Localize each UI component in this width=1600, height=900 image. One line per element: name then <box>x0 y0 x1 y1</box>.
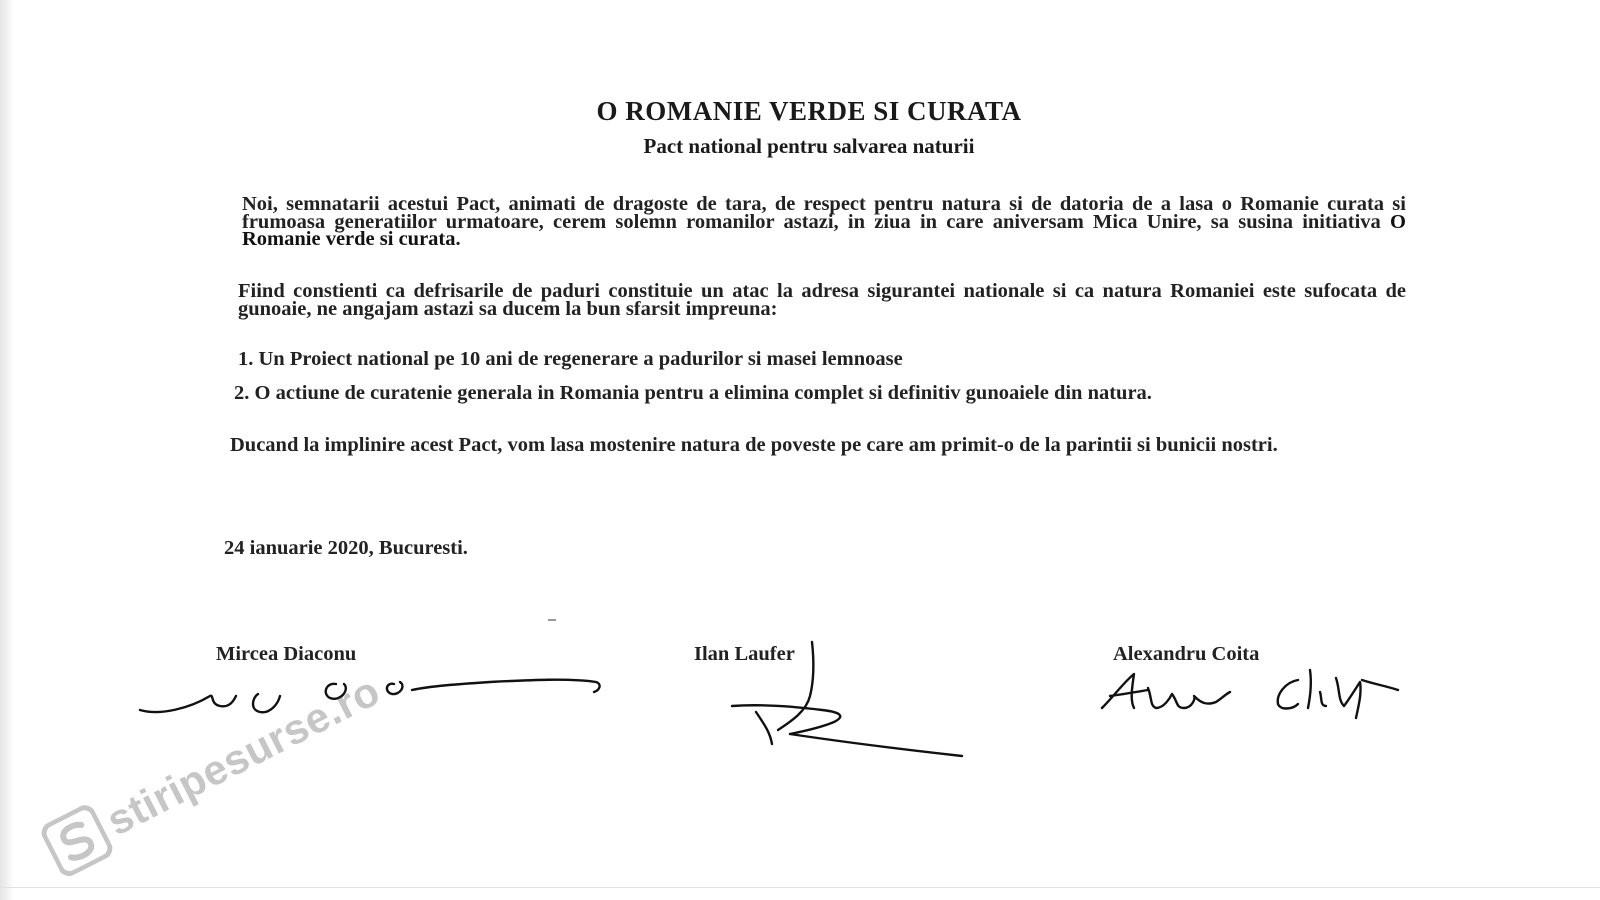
paragraph-intro-text: Noi, semnatarii acestui Pact, animati de dragoste de tara, de respect pentru natura si de datoria de a lasa o Romanie curata si frumoasa generatiilor urmatoare, cerem solemn romanilor astazi, in ziua in care aniversam Mica Unire, sa susina initiativa <box>242 193 1406 233</box>
list-item-1: 1. Un Proiect national pe 10 ani de regenerare a padurilor si masei lemnoase <box>238 348 903 370</box>
signatory-name-3: Alexandru Coita <box>1113 643 1260 665</box>
signature-2 <box>730 640 990 770</box>
signature-3 <box>1100 668 1410 728</box>
scan-bottom-edge <box>0 887 1600 888</box>
paragraph-closing: Ducand la implinire acest Pact, vom lasa mostenire natura de poveste pe care am primit-o de la parintii si bunicii nostri. <box>230 434 1278 456</box>
list-item-2: 2. O actiune de curatenie generala in Romania pentru a elimina complet si definitiv gunoaiele din natura. <box>234 382 1152 404</box>
signatory-name-1: Mircea Diaconu <box>216 643 357 665</box>
initiative-name: O Romanie verde si curata <box>242 210 1406 250</box>
watermark-text: stiripesurse.ro <box>99 666 388 845</box>
paragraph-intro-end: . <box>455 228 461 250</box>
paragraph-intro <box>242 193 1406 250</box>
document-title: O ROMANIE VERDE SI CURATA <box>596 96 1022 126</box>
paragraph-commitment: Fiind constienti ca defrisarile de paduri constituie un atac la adresa sigurantei nationale si ca natura Romaniei este sufocata de gunoaie, ne angajam astazi sa ducem la bun sfarsit impreuna: <box>238 280 1406 320</box>
date-place: 24 ianuarie 2020, Bucuresti. <box>224 537 468 559</box>
scan-speck <box>548 619 556 621</box>
document-subtitle: Pact national pentru salvarea naturii <box>643 134 975 158</box>
signatory-name-2: Ilan Laufer <box>694 643 795 665</box>
